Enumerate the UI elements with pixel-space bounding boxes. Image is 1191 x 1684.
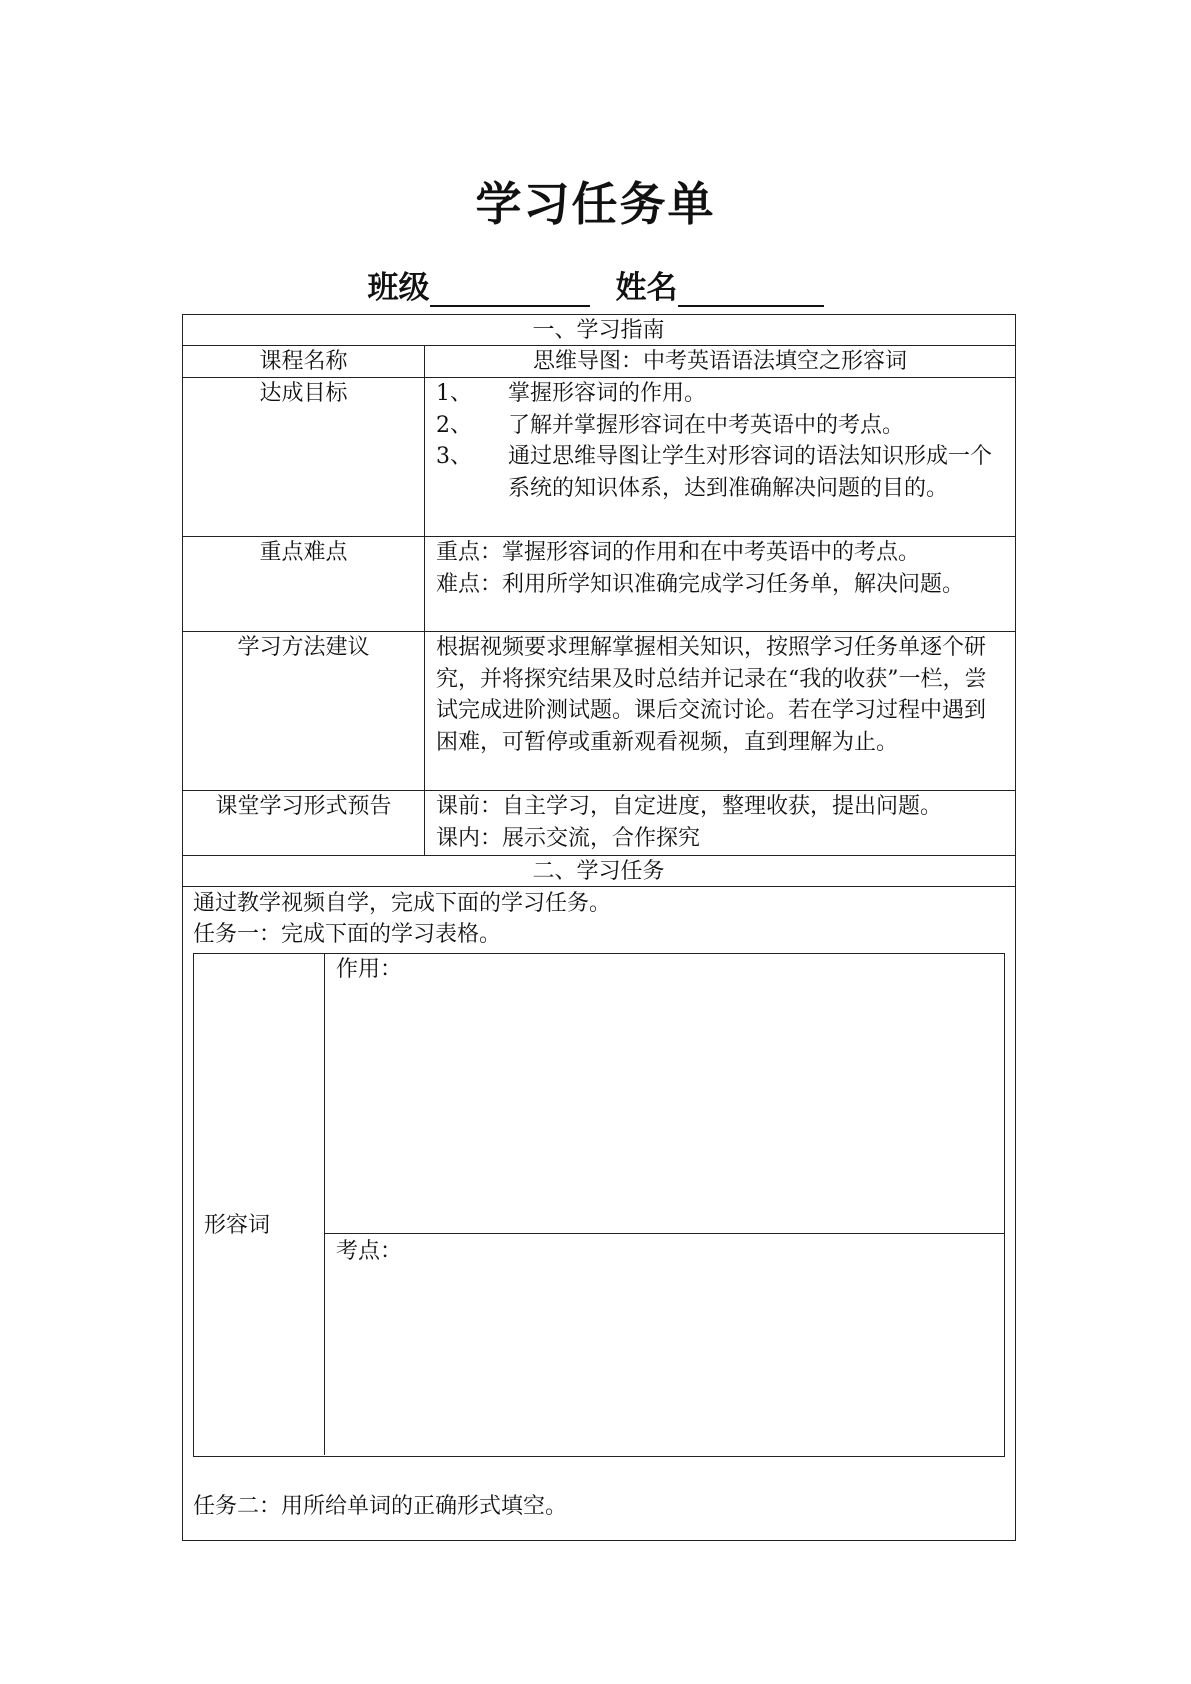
key-points-content [436,537,976,600]
key-points-label: 重点难点 [259,540,348,565]
goal-text: 了解并掌握形容词在中考英语中的考点。 [508,412,905,438]
function-answer-area[interactable] [326,986,1002,1231]
column-divider [424,346,425,855]
course-name-value: 思维导图：中考英语语法填空之形容词 [532,349,907,374]
name-label: 姓名 [615,270,678,306]
goals-list [436,378,998,504]
test-points-answer-area[interactable] [326,1268,1002,1454]
goal-item [436,410,998,442]
goal-number: 1、 [436,381,472,406]
preview-before: 课前：自主学习，自定进度，整理收获，提出问题。 [436,794,943,819]
preview-label: 课堂学习形式预告 [215,794,392,819]
function-label: 作用： [336,957,403,982]
tasks-intro: 通过教学视频自学，完成下面的学习任务。 [193,891,612,916]
goal-number: 3、 [436,444,472,469]
focus-text: 重点：掌握形容词的作用和在中考英语中的考点。 [436,540,921,565]
method-label: 学习方法建议 [237,635,370,660]
student-info-line [0,262,1191,307]
section-heading-tasks: 二、学习任务 [532,859,665,884]
section-heading-guide: 一、学习指南 [532,318,665,343]
task-two-text: 任务二：用所给单词的正确形式填空。 [193,1494,568,1519]
goal-item [436,441,998,504]
course-name-label: 课程名称 [259,349,348,374]
adjective-learning-table [193,953,1005,1457]
task-sheet-table [182,314,1016,1541]
name-blank[interactable] [678,273,824,307]
goals-label: 达成目标 [259,381,348,406]
adjective-label: 形容词 [204,1213,271,1238]
goal-text: 掌握形容词的作用。 [508,381,707,406]
method-text: 根据视频要求理解掌握相关知识，按照学习任务单逐个研究，并将探究结果及时总结并记录在“我的收获”一栏，尝试完成进阶测试题。课后交流讨论。若在学习过程中遇到困难，可暂停或重新观看视频，直到理解为止。 [436,635,987,755]
difficulty-text: 难点：利用所学知识准确完成学习任务单，解决问题。 [436,571,965,597]
goal-text: 通过思维导图让学生对形容词的语法知识形成一个系统的知识体系，达到准确解决问题的目的。 [508,444,993,501]
test-points-label: 考点： [336,1239,403,1264]
task-one-text: 任务一：完成下面的学习表格。 [193,922,502,947]
page-title: 学习任务单 [475,177,716,231]
goal-item [436,378,998,410]
preview-content [436,791,1006,854]
column-divider [324,954,325,1455]
preview-during: 课内：展示交流，合作探究 [436,825,701,851]
class-label: 班级 [367,270,430,306]
goal-number: 2、 [436,412,472,438]
class-blank[interactable] [430,273,590,307]
row-divider [325,1233,1004,1234]
